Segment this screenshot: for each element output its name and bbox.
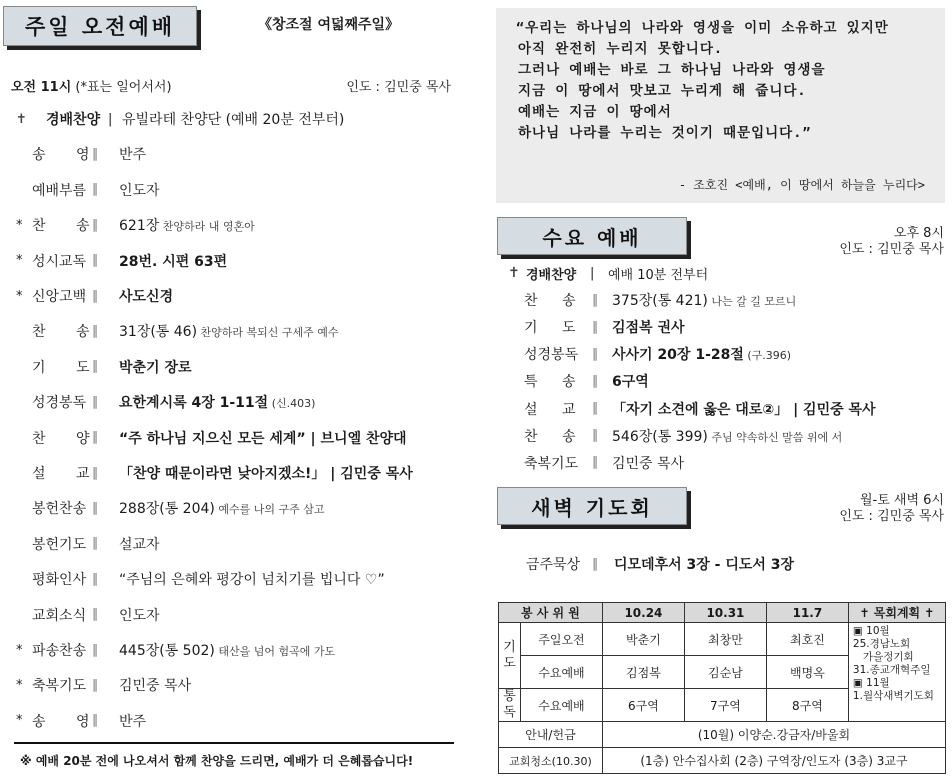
duty-cell: 최창만 <box>684 623 766 656</box>
row-label: 찬 양 <box>32 430 90 447</box>
row-separator: ∥ <box>592 319 599 335</box>
row-note: 예수를 나의 구주 삼고 <box>214 503 325 517</box>
duty-row <box>499 722 946 748</box>
duty-cell: 최호진 <box>766 623 848 656</box>
quote-source: - 조호진 <예배, 이 땅에서 하늘을 누리다> <box>678 178 925 192</box>
order-row <box>508 369 948 393</box>
row-separator: ∥ <box>92 677 99 693</box>
row-separator: ∥ <box>592 346 599 362</box>
plan-line: ▣ 10월 <box>852 625 890 637</box>
row-content: 31장(통 46) 찬양하라 복되신 구세주 예수 <box>119 324 339 341</box>
row-label: 성시교독 <box>32 253 87 270</box>
dawn-prayer-title-text: 새벽 기도회 <box>531 495 653 520</box>
wednesday-leader: 인도 : 김민중 목사 <box>839 242 944 257</box>
row-label: 봉헌기도 <box>32 536 87 553</box>
sunday-leader: 인도 : 김민중 목사 <box>346 80 451 95</box>
duty-header-cell: 봉 사 위 원 <box>499 603 603 623</box>
guide-label: 안내/헌금 <box>499 722 603 748</box>
row-content: 김민중 목사 <box>119 678 192 695</box>
row-separator: ∥ <box>92 288 99 304</box>
order-row <box>0 709 470 733</box>
row-note: 주님 약속하신 말씀 위에 서 <box>707 430 843 444</box>
row-note: 나는 갈 길 모르니 <box>707 295 797 309</box>
row-content: 546장(통 399) 주님 약속하신 말씀 위에 서 <box>612 428 843 445</box>
duty-header-cell: 10.24 <box>602 603 684 623</box>
row-content: 설교자 <box>119 536 160 553</box>
order-row <box>0 532 470 556</box>
standing-mark: * <box>16 713 23 729</box>
row-content: 6구역 <box>612 374 649 391</box>
order-row <box>0 496 470 520</box>
sunday-time-bold: 오전 11시 <box>11 80 72 95</box>
dawn-leader: 인도 : 김민중 목사 <box>839 509 944 524</box>
row-separator: ∥ <box>92 217 99 233</box>
row-label: 송 영 <box>32 713 90 730</box>
row-note: 찬양하라 복되신 구세주 예수 <box>197 326 339 340</box>
dawn-time: 월-토 새벽 6시 <box>859 493 944 508</box>
duty-row <box>499 748 946 774</box>
row-label: 축복기도 <box>524 455 579 472</box>
row-label: 성경봉독 <box>32 395 87 412</box>
row-label: 경배찬양 <box>526 267 577 283</box>
standing-mark: * <box>16 253 23 269</box>
order-row <box>0 107 470 131</box>
row-separator: ∥ <box>592 292 599 308</box>
duty-cell: 김점복 <box>602 656 684 689</box>
row-separator: ∥ <box>92 323 99 339</box>
order-row <box>0 284 470 308</box>
row-content: 김민중 목사 <box>612 455 685 472</box>
row-separator: ∥ <box>92 713 99 729</box>
row-content: 28번. 시편 63편 <box>119 253 228 270</box>
ministry-plan-lines <box>853 625 941 703</box>
duty-cell: 7구역 <box>684 689 766 722</box>
duty-header-cell: 10.31 <box>684 603 766 623</box>
wednesday-service-title-text: 수요 예배 <box>542 225 642 250</box>
order-row <box>0 426 470 450</box>
duty-group-prayer-text: 기 도 <box>503 639 516 671</box>
order-row <box>508 342 948 366</box>
row-label: 봉헌찬송 <box>32 501 87 518</box>
row-content: 「자기 소견에 옳은 대로②」 | 김민중 목사 <box>612 401 876 418</box>
order-row <box>508 261 948 285</box>
row-content: “주님의 은혜와 평강이 넘치기를 빕니다 ♡” <box>119 572 385 589</box>
row-label: 평화인사 <box>32 572 87 589</box>
quote-line: 하나님 나라를 누리는 것이기 때문입니다.” <box>518 125 812 141</box>
row-content: 621장 찬양하라 내 영혼아 <box>119 218 255 235</box>
row-note: 태산을 넘어 험곡에 가도 <box>214 645 336 658</box>
order-row <box>0 567 470 591</box>
row-label: 신앙고백 <box>32 289 87 305</box>
quote-box <box>496 8 945 203</box>
row-label: 금주묵상 <box>526 557 581 573</box>
plan-line: 가을정기회 <box>852 651 914 663</box>
row-separator: ∥ <box>92 500 99 516</box>
duty-group-prayer <box>499 623 521 689</box>
wednesday-service-title <box>497 217 687 255</box>
order-row <box>508 424 948 448</box>
order-row <box>0 390 470 414</box>
standing-mark: * <box>16 677 23 693</box>
row-label: 찬 송 <box>32 324 90 341</box>
row-content: 반주 <box>119 713 147 730</box>
row-separator: ∥ <box>92 536 99 552</box>
row-separator: ∥ <box>92 146 99 162</box>
order-row <box>0 178 470 202</box>
sunday-service-title-text: 주일 오전예배 <box>24 15 176 39</box>
cross-icon: ✝ <box>16 111 27 127</box>
standing-mark: * <box>16 642 23 658</box>
dawn-meta <box>839 493 944 525</box>
row-label: 경배찬양 <box>46 112 101 128</box>
duty-cell: 박춘기 <box>602 623 684 656</box>
row-label: 설 교 <box>524 401 576 418</box>
row-separator: ∥ <box>592 428 599 444</box>
duty-cell: 6구역 <box>602 689 684 722</box>
row-label: 기 도 <box>32 359 90 376</box>
row-label: 파송찬송 <box>32 643 87 659</box>
row-separator: ∥ <box>92 571 99 587</box>
row-separator: ∥ <box>92 430 99 446</box>
clean-label: 교회청소(10.30) <box>499 748 603 774</box>
row-label: 찬 송 <box>524 293 576 310</box>
row-content: 375장(통 421) 나는 갈 길 모르니 <box>612 293 797 310</box>
dawn-prayer-title <box>497 487 687 525</box>
row-label: 설 교 <box>32 466 90 482</box>
sunday-footer-note: ※ 예배 20분 전에 나오셔서 함께 찬양을 드리면, 예배가 더 은혜롭습니다! <box>20 754 414 768</box>
duty-cell: 8구역 <box>766 689 848 722</box>
row-content: 인도자 <box>119 182 160 199</box>
dawn-meditation-row <box>510 552 950 576</box>
duty-header-cell: 11.7 <box>766 603 848 623</box>
duty-row-name: 주일오전 <box>521 623 603 656</box>
standing-mark: * <box>16 217 23 233</box>
order-row <box>0 142 470 166</box>
row-content: 사사기 20장 1-28절 (구.396) <box>612 347 792 364</box>
guide-value: (10월) 이양순.강금자/바울회 <box>602 722 945 748</box>
order-row <box>508 288 948 312</box>
quote-line: 예배는 지금 이 땅에서 <box>518 104 672 120</box>
quote-text <box>516 18 889 144</box>
quote-line: 지금 이 땅에서 맛보고 누리게 해 줍니다. <box>518 83 807 99</box>
plan-line: 1.월삭새벽기도회 <box>852 690 934 702</box>
duty-group-notice <box>499 689 521 722</box>
row-label: 성경봉독 <box>524 347 579 364</box>
row-note: (신.403) <box>268 397 316 411</box>
divider <box>14 742 454 744</box>
row-label: 찬 송 <box>524 428 576 445</box>
row-label: 기 도 <box>524 320 576 337</box>
row-content: 유빌라테 찬양단 (예배 20분 전부터) <box>122 112 345 128</box>
order-row <box>0 673 470 697</box>
row-content: 반주 <box>119 147 147 164</box>
order-row <box>0 461 470 485</box>
duty-row-name: 수요예배 <box>521 656 603 689</box>
sunday-time-note: (*표는 일어서서) <box>71 80 172 95</box>
row-content: 디모데후서 3장 - 디도서 3장 <box>614 557 795 573</box>
order-row <box>0 355 470 379</box>
quote-line: “우리는 하나님의 나라와 영생을 이미 소유하고 있지만 <box>516 20 889 36</box>
row-content: 박춘기 장로 <box>119 359 192 376</box>
row-separator: ∥ <box>92 642 99 658</box>
sunday-subtitle: 《창조절 여덟째주일》 <box>258 17 400 33</box>
duty-group-notice-text: 통 독 <box>503 689 516 720</box>
cross-icon: ✝ <box>508 265 520 281</box>
row-separator: ∥ <box>592 401 599 416</box>
wednesday-meta <box>839 226 944 258</box>
duty-row-name: 수요예배 <box>521 689 603 722</box>
row-content: 인도자 <box>119 607 160 624</box>
row-content: 445장(통 502) 태산을 넘어 험곡에 가도 <box>119 643 336 659</box>
row-label: 예배부름 <box>32 182 87 199</box>
order-row <box>508 315 948 339</box>
order-row <box>508 397 948 421</box>
duty-cell: 백명옥 <box>766 656 848 689</box>
row-label: 특 송 <box>524 374 576 391</box>
row-separator: | <box>108 111 113 127</box>
row-content: 예배 10분 전부터 <box>608 267 709 283</box>
order-row <box>508 451 948 475</box>
order-row <box>0 638 470 662</box>
order-row <box>0 249 470 273</box>
row-separator: ∥ <box>592 455 599 471</box>
wednesday-time: 오후 8시 <box>893 226 944 241</box>
row-content: 김점복 권사 <box>612 320 685 337</box>
row-content: 요한계시록 4장 1-11절 (신.403) <box>119 395 316 412</box>
row-label: 송 영 <box>32 147 90 164</box>
row-separator: | <box>590 265 595 281</box>
sunday-service-title <box>3 6 197 46</box>
row-separator: ∥ <box>592 373 599 389</box>
row-separator: ∥ <box>92 182 99 198</box>
row-label: 찬 송 <box>32 218 90 235</box>
row-separator: ∥ <box>92 253 99 269</box>
duty-row <box>499 623 946 656</box>
duty-header-cell: ✝ 목회계획 ✝ <box>848 603 945 623</box>
duty-cell: 김순남 <box>684 656 766 689</box>
row-separator: ∥ <box>592 556 599 572</box>
row-label: 축복기도 <box>32 678 87 695</box>
row-note: (구.396) <box>743 349 792 363</box>
plan-line: 25.경남노회 <box>852 638 911 650</box>
ministry-plan <box>848 623 945 722</box>
duty-header-row <box>499 603 946 623</box>
clean-value: (1층) 안수집사회 (2층) 구역장/인도자 (3층) 3교구 <box>602 748 945 774</box>
row-content: 288장(통 204) 예수를 나의 구주 삼고 <box>119 501 325 518</box>
row-content: “주 하나님 지으신 모든 세계” | 브니엘 찬양대 <box>119 430 407 447</box>
plan-line: ▣ 11월 <box>852 677 890 689</box>
plan-line: 31.종교개혁주일 <box>852 664 931 676</box>
row-label: 교회소식 <box>32 607 87 624</box>
row-content: 「찬양 때문이라면 낮아지겠소!」 | 김민중 목사 <box>119 466 413 482</box>
sunday-time <box>11 76 172 95</box>
order-row <box>0 319 470 343</box>
quote-line: 아직 완전히 누리지 못합니다. <box>518 41 724 57</box>
row-note: 찬양하라 내 영혼아 <box>159 220 255 234</box>
duty-table <box>498 602 946 774</box>
row-content: 사도신경 <box>119 289 174 305</box>
row-separator: ∥ <box>92 607 99 623</box>
row-separator: ∥ <box>92 465 99 481</box>
order-row <box>0 213 470 237</box>
row-separator: ∥ <box>92 394 99 410</box>
row-separator: ∥ <box>92 359 99 375</box>
standing-mark: * <box>16 288 23 304</box>
order-row <box>0 603 470 627</box>
quote-line: 그러나 예배는 바로 그 하나님 나라와 영생을 <box>518 62 826 78</box>
